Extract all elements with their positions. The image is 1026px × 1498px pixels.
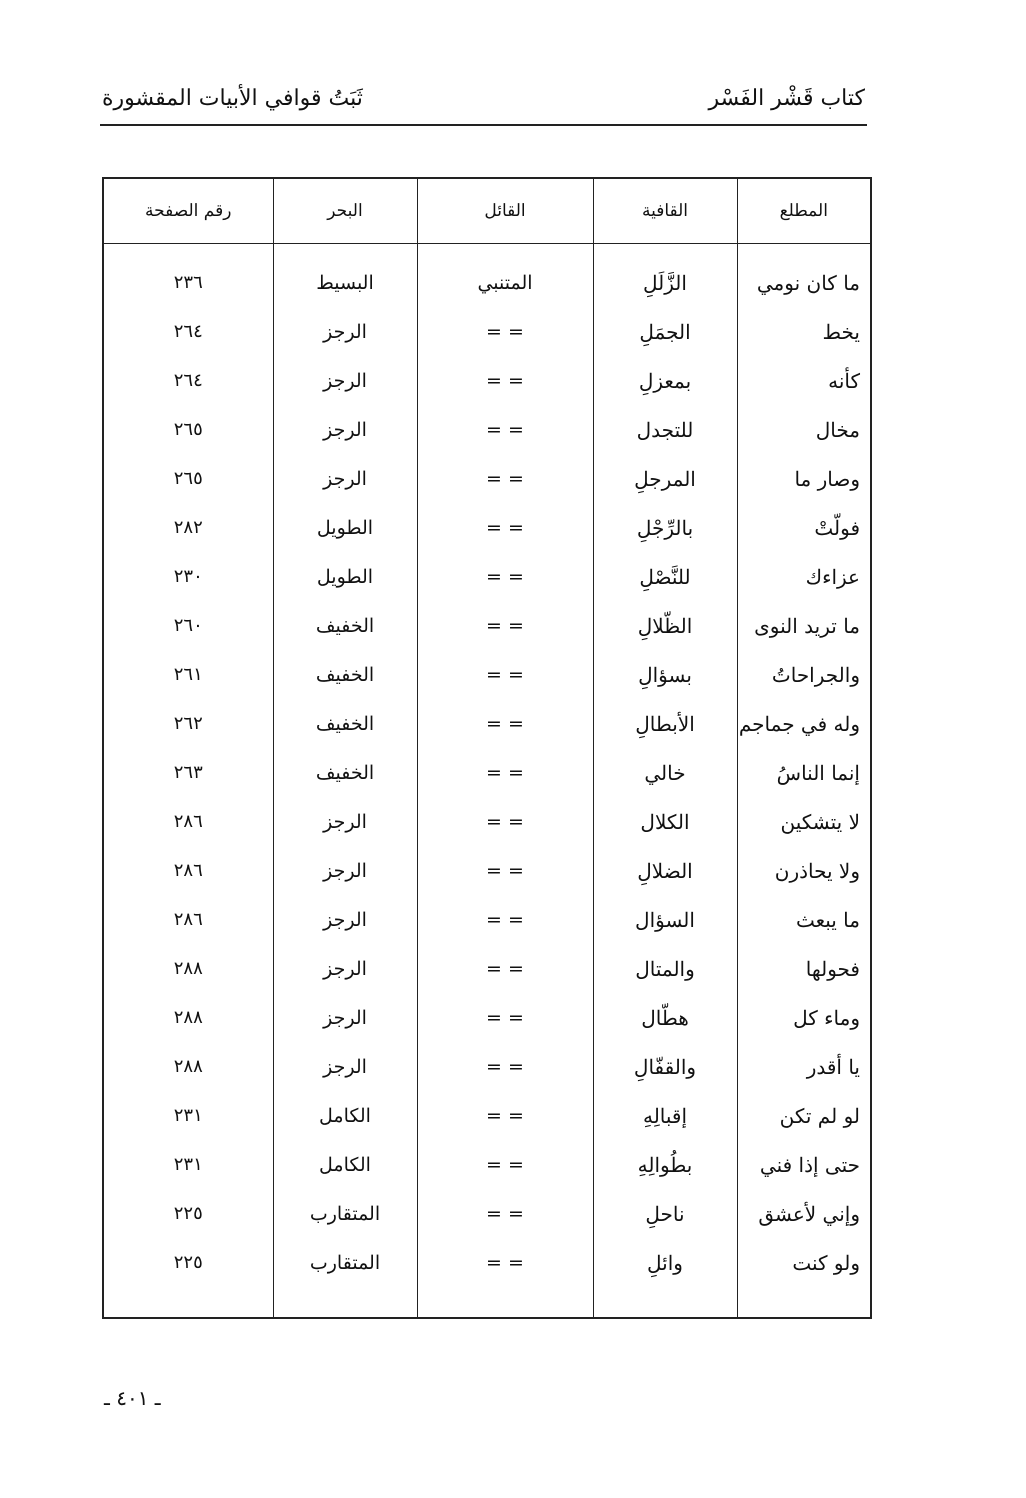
cell-poet: = = (417, 993, 593, 1042)
cell-page: ٢٦٤ (103, 307, 273, 356)
column-header-opening: المطلع (737, 178, 871, 244)
cell-poet: = = (417, 307, 593, 356)
cell-meter: الرجز (273, 846, 417, 895)
cell-rhyme: ناحلِ (593, 1189, 737, 1238)
cell-rhyme: الضلالِ (593, 846, 737, 895)
cell-opening: وإني لأعشق (737, 1189, 871, 1238)
table-row (103, 1091, 871, 1140)
cell-rhyme: خالي (593, 748, 737, 797)
cell-poet: = = (417, 895, 593, 944)
column-header-rhyme: القافية (593, 178, 737, 244)
cell-rhyme: بمعزلِ (593, 356, 737, 405)
cell-poet: المتنبي (417, 258, 593, 307)
cell-meter: الرجز (273, 895, 417, 944)
cell-page: ٢٣٠ (103, 552, 273, 601)
cell-poet: = = (417, 748, 593, 797)
empty-cell (273, 1287, 417, 1318)
cell-meter: الكامل (273, 1140, 417, 1189)
table-row (103, 356, 871, 405)
cell-page: ٢٦٥ (103, 454, 273, 503)
cell-rhyme: وائلِ (593, 1238, 737, 1287)
column-header-meter: البحر (273, 178, 417, 244)
cell-rhyme: هطّال (593, 993, 737, 1042)
cell-rhyme: الكلال (593, 797, 737, 846)
cell-page: ٢٣١ (103, 1091, 273, 1140)
cell-rhyme: للتجدل (593, 405, 737, 454)
cell-poet: = = (417, 405, 593, 454)
empty-cell (593, 1287, 737, 1318)
cell-meter: المتقارب (273, 1189, 417, 1238)
cell-page: ٢٦٤ (103, 356, 273, 405)
table-body (103, 244, 871, 1319)
table-row (103, 1238, 871, 1287)
cell-poet: = = (417, 1042, 593, 1091)
cell-meter: الرجز (273, 454, 417, 503)
cell-page: ٢٢٥ (103, 1189, 273, 1238)
cell-rhyme: المرجلِ (593, 454, 737, 503)
cell-opening: وماء كل (737, 993, 871, 1042)
empty-cell (417, 1287, 593, 1318)
cell-poet: = = (417, 454, 593, 503)
cell-rhyme: الظّلالِ (593, 601, 737, 650)
page-header (100, 84, 867, 126)
cell-page: ٢٦٢ (103, 699, 273, 748)
cell-page: ٢٨٨ (103, 944, 273, 993)
cell-page: ٢٨٨ (103, 993, 273, 1042)
cell-meter: الخفيف (273, 650, 417, 699)
cell-opening: لا يتشكين (737, 797, 871, 846)
cell-rhyme: بسؤالِ (593, 650, 737, 699)
cell-poet: = = (417, 1238, 593, 1287)
table-spacer-row (103, 244, 871, 259)
cell-meter: الكامل (273, 1091, 417, 1140)
table-row (103, 307, 871, 356)
cell-page: ٢٦٠ (103, 601, 273, 650)
cell-poet: = = (417, 944, 593, 993)
cell-poet: = = (417, 1140, 593, 1189)
cell-meter: الرجز (273, 1042, 417, 1091)
cell-rhyme: إقبالِهِ (593, 1091, 737, 1140)
cell-page: ٢٦١ (103, 650, 273, 699)
cell-opening: فولّتْ (737, 503, 871, 552)
cell-meter: الرجز (273, 944, 417, 993)
cell-page: ٢٦٣ (103, 748, 273, 797)
cell-page: ٢٨٦ (103, 846, 273, 895)
cell-opening: وصار ما (737, 454, 871, 503)
table-row (103, 846, 871, 895)
cell-rhyme: بطُوالِهِ (593, 1140, 737, 1189)
table-filler-row (103, 1287, 871, 1318)
cell-opening: والجراحاتُ (737, 650, 871, 699)
cell-opening: عزاءك (737, 552, 871, 601)
cell-rhyme: والقفّالِ (593, 1042, 737, 1091)
cell-poet: = = (417, 356, 593, 405)
cell-meter: الخفيف (273, 601, 417, 650)
cell-rhyme: للنَّصْلِ (593, 552, 737, 601)
empty-cell (737, 1287, 871, 1318)
cell-meter: الرجز (273, 307, 417, 356)
cell-opening: مخال (737, 405, 871, 454)
cell-page: ٢٨٦ (103, 895, 273, 944)
table-row (103, 1140, 871, 1189)
cell-meter: الطويل (273, 503, 417, 552)
cell-poet: = = (417, 797, 593, 846)
column-header-page: رقم الصفحة (103, 178, 273, 244)
cell-opening: ولا يحاذرن (737, 846, 871, 895)
cell-opening: ما تريد النوى (737, 601, 871, 650)
cell-opening: ولو كنت (737, 1238, 871, 1287)
cell-poet: = = (417, 650, 593, 699)
cell-opening: حتى إذا فني (737, 1140, 871, 1189)
cell-page: ٢٣٦ (103, 258, 273, 307)
cell-page: ٢٦٥ (103, 405, 273, 454)
cell-rhyme: والمتال (593, 944, 737, 993)
cell-meter: البسيط (273, 258, 417, 307)
cell-meter: الخفيف (273, 699, 417, 748)
table-row (103, 405, 871, 454)
section-title: ثَبَتُ قوافي الأبيات المقشورة (102, 86, 363, 111)
table-row (103, 503, 871, 552)
table-row (103, 454, 871, 503)
cell-meter: الطويل (273, 552, 417, 601)
cell-opening: يخط (737, 307, 871, 356)
rhymes-index-table (102, 177, 872, 1319)
cell-opening: فحولها (737, 944, 871, 993)
table-row (103, 944, 871, 993)
cell-meter: المتقارب (273, 1238, 417, 1287)
cell-poet: = = (417, 601, 593, 650)
cell-meter: الرجز (273, 405, 417, 454)
table-row (103, 650, 871, 699)
cell-opening: يا أقدر (737, 1042, 871, 1091)
table-row (103, 993, 871, 1042)
table-row (103, 895, 871, 944)
cell-page: ٢٨٨ (103, 1042, 273, 1091)
cell-rhyme: الجمَلِ (593, 307, 737, 356)
cell-opening: إنما الناسُ (737, 748, 871, 797)
cell-rhyme: الزَّلَلِ (593, 258, 737, 307)
cell-meter: الرجز (273, 356, 417, 405)
cell-rhyme: السؤال (593, 895, 737, 944)
cell-meter: الرجز (273, 993, 417, 1042)
cell-poet: = = (417, 1091, 593, 1140)
table-row (103, 1189, 871, 1238)
cell-opening: لو لم تكن (737, 1091, 871, 1140)
cell-poet: = = (417, 503, 593, 552)
cell-meter: الرجز (273, 797, 417, 846)
cell-opening: ما يبعث (737, 895, 871, 944)
cell-rhyme: الأبطالِ (593, 699, 737, 748)
table-row (103, 552, 871, 601)
page-number: ـ ٤٠١ ـ (104, 1386, 161, 1410)
cell-poet: = = (417, 846, 593, 895)
book-title: كتاب قَشْر الفَسْر (708, 86, 865, 111)
table-row (103, 601, 871, 650)
table-row (103, 258, 871, 307)
cell-page: ٢٨٢ (103, 503, 273, 552)
cell-page: ٢٣١ (103, 1140, 273, 1189)
cell-poet: = = (417, 1189, 593, 1238)
cell-page: ٢٢٥ (103, 1238, 273, 1287)
cell-meter: الخفيف (273, 748, 417, 797)
cell-rhyme: بالرِّجْلِ (593, 503, 737, 552)
cell-opening: ما كان نومي (737, 258, 871, 307)
table-row (103, 1042, 871, 1091)
table-row (103, 699, 871, 748)
column-header-poet: القائل (417, 178, 593, 244)
cell-poet: = = (417, 552, 593, 601)
cell-page: ٢٨٦ (103, 797, 273, 846)
table-row (103, 797, 871, 846)
cell-opening: وله في جماجم (737, 699, 871, 748)
empty-cell (103, 1287, 273, 1318)
cell-opening: كأنه (737, 356, 871, 405)
cell-poet: = = (417, 699, 593, 748)
table-header-row (103, 178, 871, 244)
table-row (103, 748, 871, 797)
